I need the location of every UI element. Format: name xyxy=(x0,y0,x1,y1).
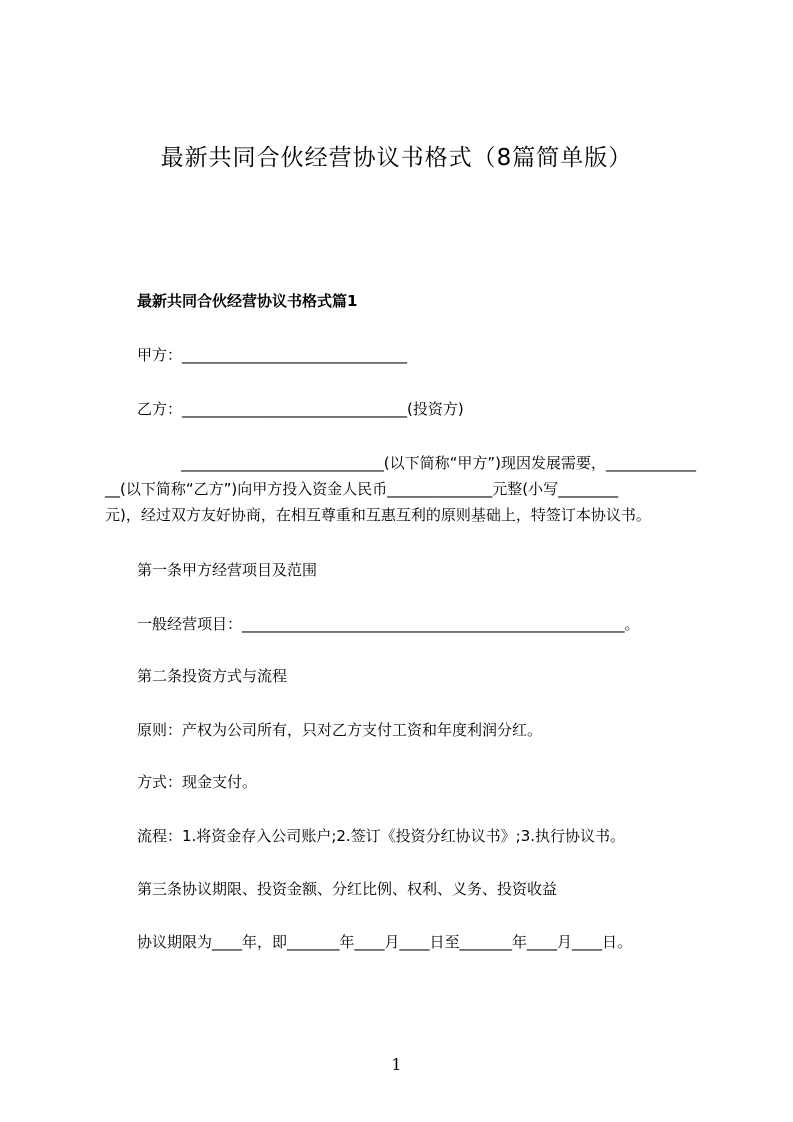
section-heading: 最新共同合伙经营协议书格式篇1 xyxy=(137,292,358,310)
article2-principle: 原则：产权为公司所有，只对乙方支付工资和年度利润分红。 xyxy=(137,721,543,739)
article1-heading: 第一条甲方经营项目及范围 xyxy=(137,561,318,579)
intro-paragraph xyxy=(105,452,705,526)
party-b-line: 乙方：______________________________(投资方) xyxy=(137,400,464,418)
intro-line: 元)，经过双方友好协商，在相互尊重和互惠互利的原则基础上，特签订本协议书。 xyxy=(105,506,651,524)
article2-process: 流程：1.将资金存入公司账户;2.签订《投资分红协议书》;3.执行协议书。 xyxy=(137,827,626,845)
party-a-line: 甲方：______________________________ xyxy=(137,346,408,364)
article1-scope: 一般经营项目：___________________________________________________。 xyxy=(137,615,640,633)
intro-line: ___________________________(以下简称“甲方”)现因发展需要，____________ xyxy=(105,454,697,472)
article2-heading: 第二条投资方式与流程 xyxy=(137,667,288,685)
page-number: 1 xyxy=(391,1055,402,1074)
article3-heading: 第三条协议期限、投资金额、分红比例、权利、义务、投资收益 xyxy=(137,880,558,898)
article3-term: 协议期限为____年，即_______年____月____日至_______年____月____日。 xyxy=(137,933,633,951)
intro-line: __(以下简称“乙方”)向甲方投入资金人民币______________元整(小写________ xyxy=(105,480,619,498)
document-title: 最新共同合伙经营协议书格式（8篇简单版） xyxy=(160,145,633,171)
article2-method: 方式：现金支付。 xyxy=(137,773,258,791)
